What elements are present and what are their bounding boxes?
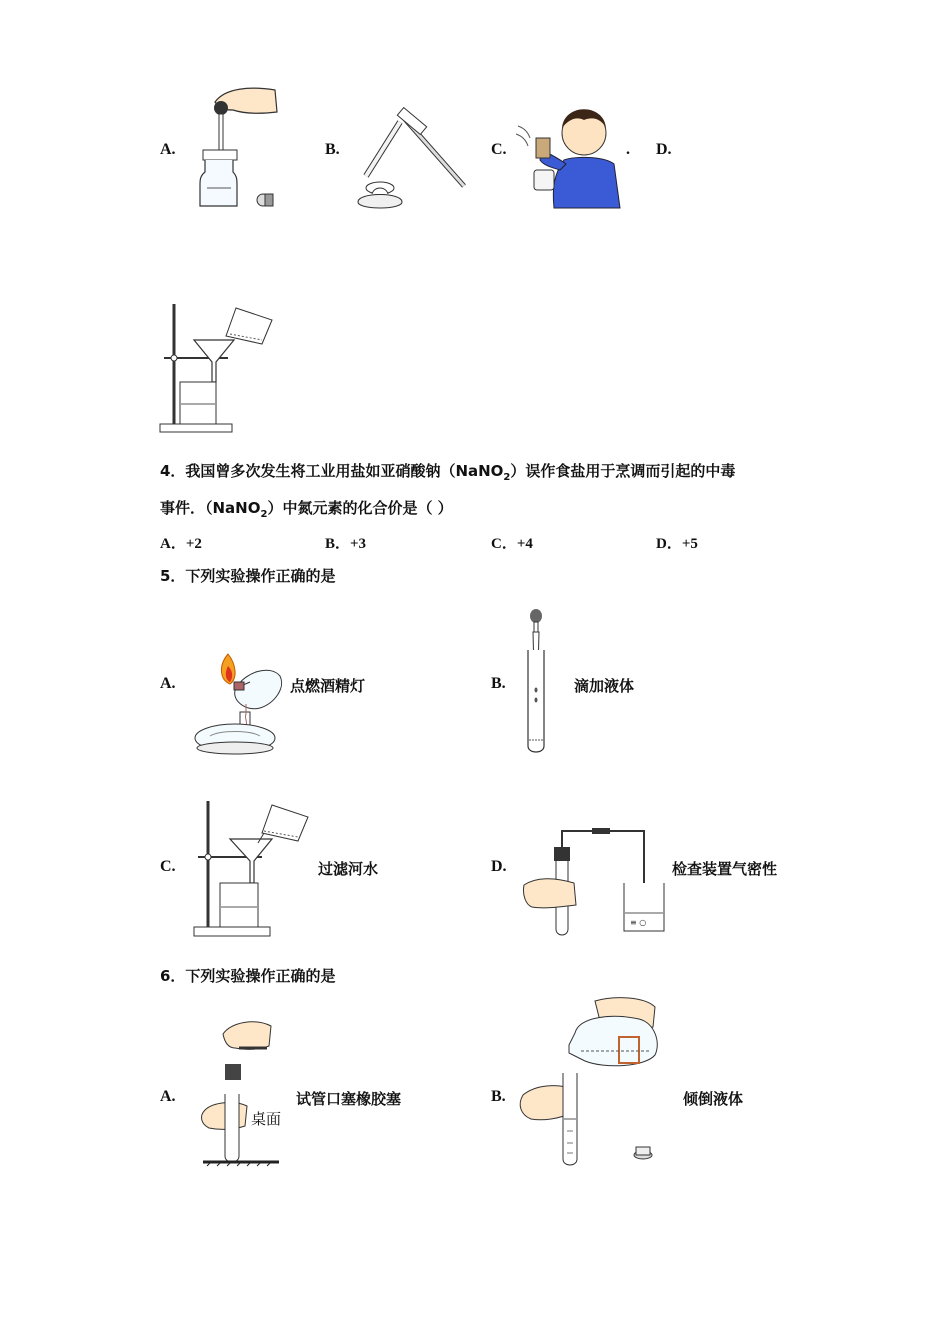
q3-option-b-label: B.: [325, 141, 340, 158]
q5-dropper-tube-figure: [525, 608, 549, 754]
q3-option-a-label: A.: [160, 141, 176, 158]
q4-option-c[interactable]: C．+4: [491, 536, 533, 552]
q3-option-d-label: D.: [656, 141, 672, 158]
q6-option-b-caption: 倾倒液体: [683, 1090, 744, 1108]
q6-option-a-label: A.: [160, 1088, 176, 1105]
q5-option-a-caption: 点燃酒精灯: [290, 677, 366, 695]
q3-heating-tube-figure: [352, 108, 470, 213]
q4-option-b[interactable]: B．+3: [325, 536, 367, 552]
q5-stem: 5．下列实验操作正确的是: [160, 567, 336, 585]
q6-pouring-figure: [515, 995, 665, 1170]
q4-option-a[interactable]: A．+2: [160, 536, 202, 552]
q3-boy-figure: [514, 98, 626, 213]
q3-dot: .: [626, 141, 630, 158]
q6-option-b-label: B.: [491, 1088, 506, 1105]
svg-text:≡ ○: ≡ ○: [630, 918, 647, 927]
q5-option-c-label: C.: [160, 858, 176, 875]
q6-option-a-caption: 试管口塞橡胶塞: [296, 1090, 402, 1108]
q4-stem-line2: 事件．（NaNO$_2$）中氮元素的化合价是（ ）: [160, 499, 453, 520]
q5-option-b-label: B.: [491, 675, 506, 692]
q6-stopper-figure: [185, 1016, 285, 1168]
q5-lighting-lamp-figure: [190, 652, 290, 756]
q6-stem: 6．下列实验操作正确的是: [160, 967, 336, 985]
q5-option-c-caption: 过滤河水: [318, 860, 379, 878]
q3-dropper-bottle-figure: [195, 80, 290, 215]
q3-option-c-label: C.: [491, 141, 507, 158]
q5-option-a-label: A.: [160, 675, 176, 692]
q6-desk-label: 桌面: [251, 1110, 282, 1128]
q5-filtration-figure: [190, 795, 312, 940]
q4-option-d[interactable]: D．+5: [656, 536, 698, 552]
q3-filtration-figure: [158, 300, 278, 436]
q5-option-d-label: D.: [491, 858, 507, 875]
q5-airtightness-figure: [520, 825, 670, 937]
q5-option-b-caption: 滴加液体: [574, 677, 635, 695]
q5-option-d-caption: 检查装置气密性: [672, 860, 778, 878]
q4-stem-line1: 4．我国曾多次发生将工业用盐如亚硝酸钠（NaNO$_2$）误作食盐用于烹调而引起的中毒: [160, 462, 736, 483]
